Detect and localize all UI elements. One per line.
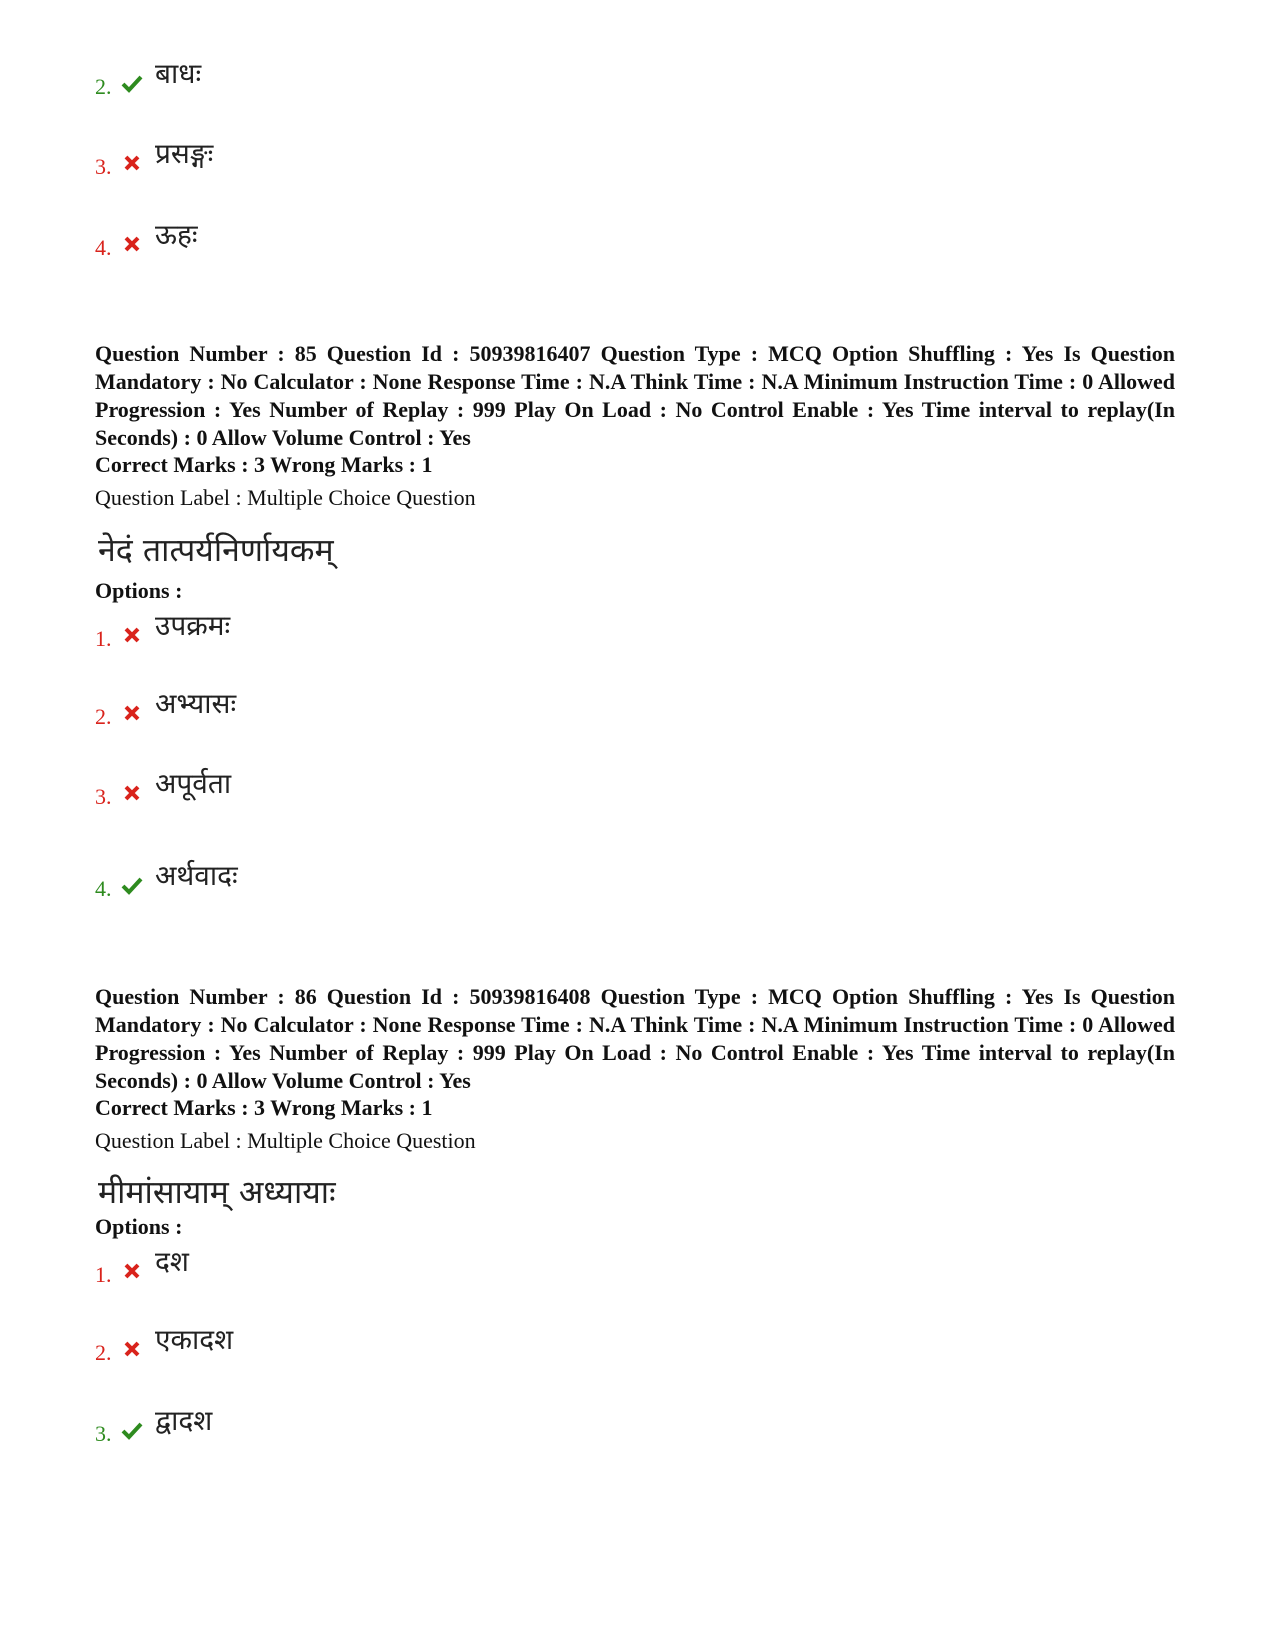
cross-icon: [121, 782, 143, 804]
question-meta: Question Number : 85 Question Id : 50939816407 Question Type : MCQ Option Shuffling : Yes Is Question Mandatory : No Calculator : None Response Time : N.A Think Time : N.A Minimum Instruction Time : 0 Allowed Progression : Yes Number of Replay : 999 Play On Load : No Control Enable : Yes Time interval to replay(In Seconds) : 0 Allow Volume Control : Yes: [95, 341, 1175, 450]
option-text: ऊहः: [155, 218, 198, 251]
option-item: [95, 609, 231, 652]
question-label: Question Label : Multiple Choice Question: [95, 485, 476, 510]
cross-icon: [121, 624, 143, 646]
option-item: [95, 57, 202, 100]
check-icon: [121, 1419, 143, 1441]
option-item: [95, 1323, 234, 1366]
option-item: [95, 1404, 213, 1447]
option-number: 1.: [95, 626, 112, 651]
option-text: द्वादश: [155, 1404, 213, 1437]
option-text: बाधः: [155, 57, 202, 90]
question-label: Question Label : Multiple Choice Question: [95, 1128, 476, 1153]
options-heading: Options :: [95, 578, 183, 603]
option-text: अर्थवादः: [155, 859, 238, 892]
question-meta: Question Number : 86 Question Id : 50939816408 Question Type : MCQ Option Shuffling : Yes Is Question Mandatory : No Calculator : None Response Time : N.A Think Time : N.A Minimum Instruction Time : 0 Allowed Progression : Yes Number of Replay : 999 Play On Load : No Control Enable : Yes Time interval to replay(In Seconds) : 0 Allow Volume Control : Yes: [95, 984, 1175, 1093]
option-item: [95, 137, 214, 180]
question-text: नेदं तात्पर्यनिर्णायकम्: [98, 531, 334, 569]
question-text: मीमांसायाम् अध्यायाः: [98, 1173, 336, 1211]
cross-icon: [121, 702, 143, 724]
option-item: [95, 767, 232, 810]
option-number: 2.: [95, 1340, 112, 1365]
option-text: अभ्यासः: [155, 687, 237, 720]
option-number: 2.: [95, 704, 112, 729]
cross-icon: [121, 233, 143, 255]
check-icon: [121, 72, 143, 94]
option-item: [95, 859, 238, 902]
check-icon: [121, 874, 143, 896]
option-text: प्रसङ्गः: [155, 137, 214, 170]
cross-icon: [121, 152, 143, 174]
marks-info: Correct Marks : 3 Wrong Marks : 1: [95, 1095, 433, 1120]
cross-icon: [121, 1260, 143, 1282]
option-text: उपक्रमः: [155, 609, 231, 642]
option-item: [95, 687, 237, 730]
option-text: अपूर्वता: [155, 767, 232, 800]
option-text: एकादश: [155, 1323, 234, 1356]
cross-icon: [121, 1338, 143, 1360]
option-number: 3.: [95, 154, 112, 179]
option-number: 3.: [95, 1421, 112, 1446]
option-number: 4.: [95, 876, 112, 901]
marks-info: Correct Marks : 3 Wrong Marks : 1: [95, 452, 433, 477]
option-number: 2.: [95, 74, 112, 99]
options-heading: Options :: [95, 1214, 183, 1239]
option-number: 4.: [95, 235, 112, 260]
option-number: 3.: [95, 784, 112, 809]
option-item: [95, 218, 198, 261]
option-number: 1.: [95, 1262, 112, 1287]
option-text: दश: [155, 1245, 189, 1278]
option-item: [95, 1245, 189, 1288]
